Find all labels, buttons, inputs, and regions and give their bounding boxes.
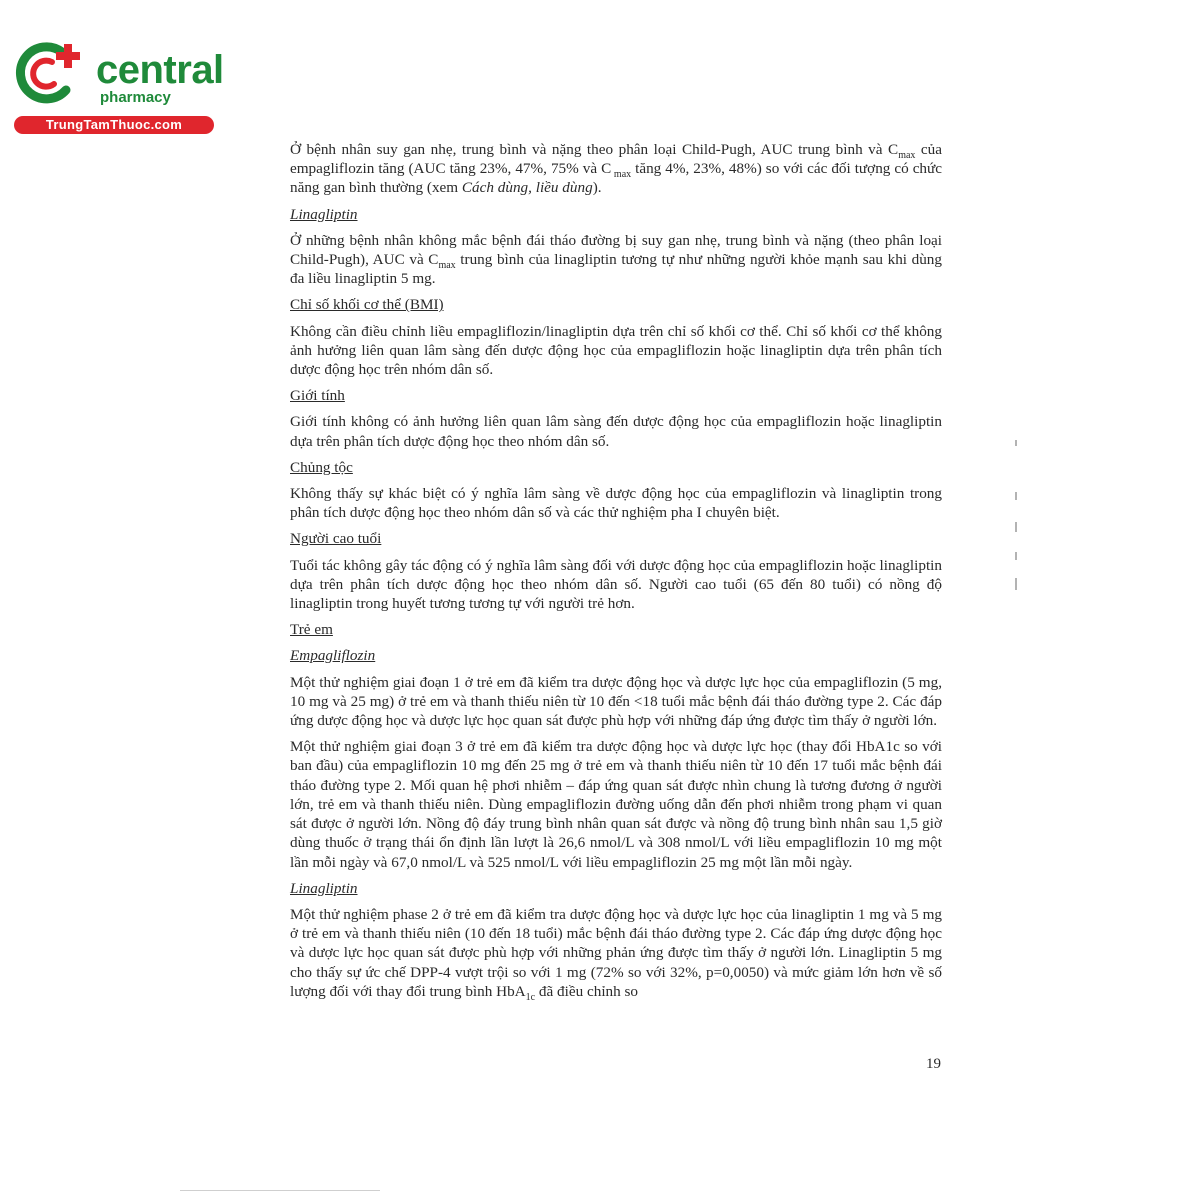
- document-body: [290, 140, 942, 1008]
- heading-elderly: Người cao tuổi: [290, 530, 382, 548]
- central-pharmacy-logo[interactable]: [10, 38, 224, 138]
- heading-pediatric: Trẻ em: [290, 621, 333, 639]
- heading-empagliflozin-pediatric: Empagliflozin: [290, 647, 376, 665]
- paragraph-bmi: Không cần điều chỉnh liều empagliflozin/linagliptin dựa trên chỉ số khối cơ thể. Chỉ số khối cơ thể không ảnh hưởng liên quan lâm sàng đến dược động học của empagliflozin hoặc linagliptin dựa trên phân tích dược động học trên nhóm dân số.: [290, 322, 942, 379]
- page-number: 19: [926, 1056, 941, 1072]
- heading-sex: Giới tính: [290, 387, 345, 405]
- paragraph-pediatric-phase1: Một thử nghiệm giai đoạn 1 ở trẻ em đã kiểm tra dược động học và dược lực học của empagliflozin (5 mg, 10 mg và 25 mg) ở trẻ em và thanh thiếu niên từ 10 đến <18 tuổi mắc bệnh đái tháo đường type 2. Các đáp ứng dược động học và dược lực học quan sát được phù hợp với những đáp ứng được tìm thấy ở người lớn.: [290, 673, 942, 730]
- scan-artifact: [1015, 492, 1017, 500]
- paragraph-pediatric-phase3: Một thử nghiệm giai đoạn 3 ở trẻ em đã kiểm tra dược động học và dược lực học (thay đổi HbA1c so với ban đầu) của empagliflozin 10 mg đến 25 mg ở trẻ em và thanh thiếu niên từ 10 đến 17 tuổi mắc bệnh đái tháo đường type 2. Mối quan hệ phơi nhiễm – đáp ứng quan sát được nhìn chung là tương đương ở người lớn, trẻ em và thanh thiếu niên. Dùng empagliflozin đường uống dẫn đến phơi nhiễm trong phạm vi quan sát được ở người lớn. Nồng độ đáy trung bình nhân quan sát được và nồng độ trung bình nhân sau 1,5 giờ dùng thuốc ở trạng thái ổn định lần lượt là 26,6 nmol/L và 308 nmol/L với liều empagliflozin 10 mg một lần mỗi ngày và 67,0 nmol/L và 525 nmol/L với liều empagliflozin 25 mg một lần mỗi ngày.: [290, 738, 942, 871]
- paragraph-sex: Giới tính không có ảnh hưởng liên quan lâm sàng đến dược động học của empagliflozin hoặc linagliptin dựa trên phân tích dược động học theo nhóm dân số.: [290, 413, 942, 450]
- paragraph-hepatic-linagliptin: Ở những bệnh nhân không mắc bệnh đái tháo đường bị suy gan nhẹ, trung bình và nặng (theo phân loại Child-Pugh), AUC và $C_{max}$ trung bình của linagliptin tương tự như những người khỏe mạnh sau khi dùng đa liều linagliptin 5 mg.: [290, 231, 942, 288]
- heading-bmi: Chỉ số khối cơ thể (BMI): [290, 296, 444, 314]
- paragraph-race: Không thấy sự khác biệt có ý nghĩa lâm sàng về dược động học của empagliflozin và linagliptin trong phân tích dược động học theo nhóm dân số và các thử nghiệm pha I chuyên biệt.: [290, 485, 942, 522]
- paragraph-elderly: Tuổi tác không gây tác động có ý nghĩa lâm sàng đối với dược động học của empagliflozin hoặc linagliptin dựa trên phân tích dược động học theo nhóm dân số. Người cao tuổi (65 đến 80 tuổi) có nồng độ linagliptin trong huyết tương tương tự với người trẻ hơn.: [290, 556, 942, 613]
- scan-artifact: [1015, 578, 1017, 590]
- heading-race: Chủng tộc: [290, 458, 353, 476]
- logo-site-banner: TrungTamThuoc.com: [14, 116, 214, 134]
- paragraph-hepatic-empagliflozin: Ở bệnh nhân suy gan nhẹ, trung bình và nặng theo phân loại Child-Pugh, AUC trung bình và $C_{max}$ của empagliflozin tăng (AUC tăng 23%, 47%, 75% và C $_{max}$ tăng 4%, 23%, 48%) so với các đối tượng có chức năng gan bình thường (xem Cách dùng, liều dùng).: [290, 141, 943, 197]
- logo-brand-text: central: [96, 48, 224, 92]
- logo-sub-text: pharmacy: [100, 89, 171, 106]
- pharmacy-c-cross-icon: [10, 38, 90, 110]
- heading-linagliptin-pediatric: Linagliptin: [290, 879, 358, 897]
- bottom-rule: [180, 1190, 380, 1191]
- paragraph-pediatric-linagliptin: Một thử nghiệm phase 2 ở trẻ em đã kiểm tra dược động học và dược lực học của linagliptin 1 mg và 5 mg ở trẻ em và thanh thiếu niên (10 đến 18 tuổi) mắc bệnh đái tháo đường type 2. Các đáp ứng dược động học và dược lực học quan sát được phù hợp với những phản ứng được tìm thấy ở người lớn. Linagliptin 5 mg cho thấy sự ức chế DPP-4 vượt trội so với 1 mg (72% so với 32%, p=0,0050) và mức giảm lớn hơn về số lượng đối với thay đổi trung bình HbA$_{1c}$ đã điều chỉnh so: [290, 905, 942, 1003]
- heading-linagliptin-hepatic: Linagliptin: [290, 205, 358, 223]
- scan-artifact: [1015, 440, 1017, 446]
- scan-artifact: [1015, 522, 1017, 532]
- scan-artifact: [1015, 552, 1017, 560]
